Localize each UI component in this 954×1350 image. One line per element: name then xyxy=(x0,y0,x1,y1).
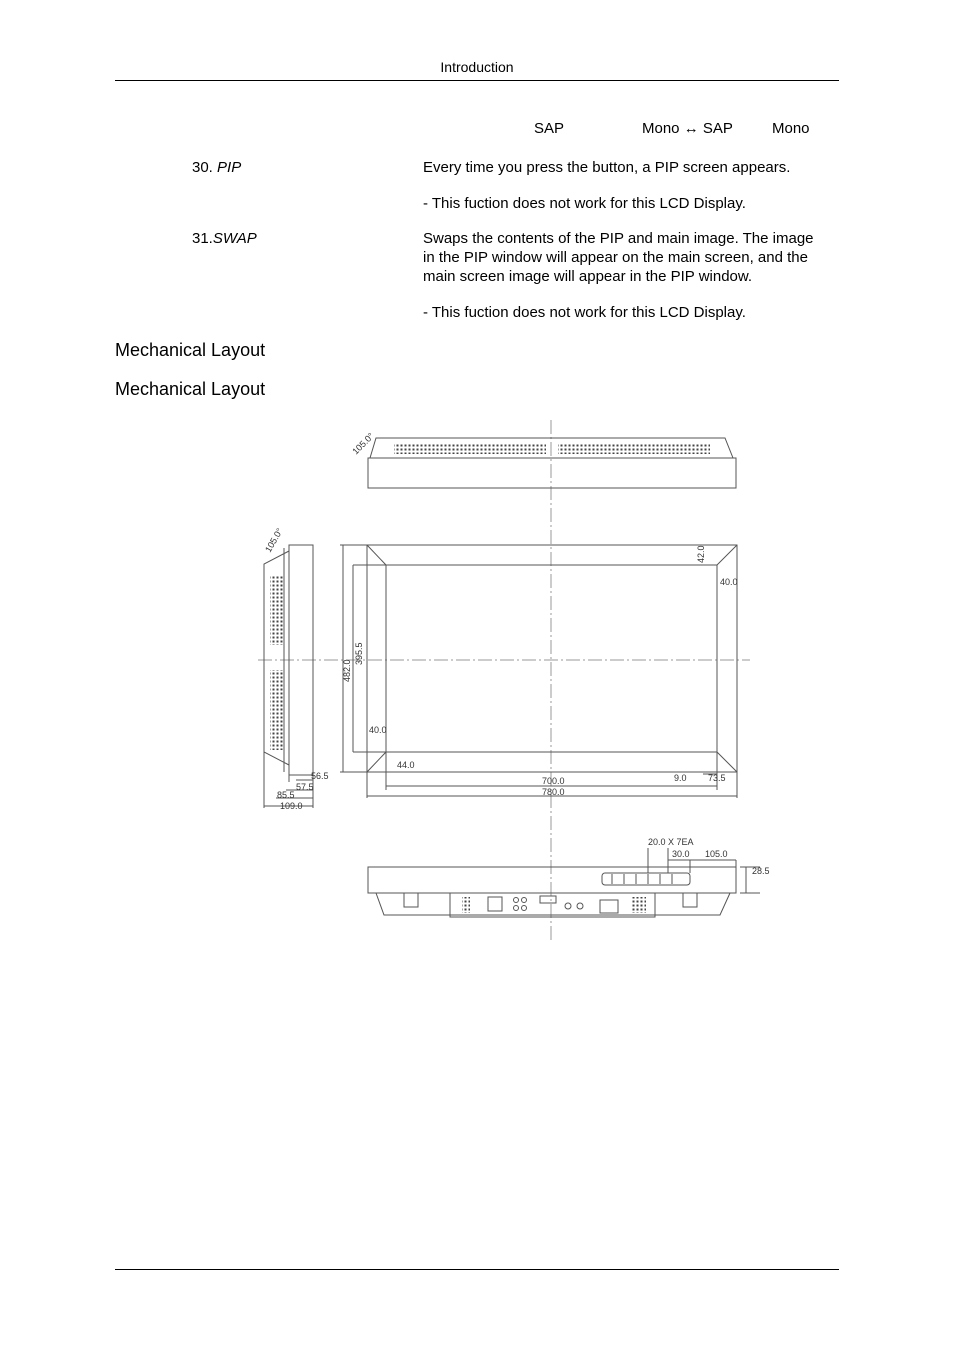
dim-angle-top: 105.0° xyxy=(350,430,376,457)
item-pip-note: - This fuction does not work for this LCD Display. xyxy=(423,195,746,212)
section-subheading: Mechanical Layout xyxy=(115,379,266,399)
desc-line: main screen image will appear in the PIP window. xyxy=(423,268,753,285)
dim-85: 85.5 xyxy=(277,790,295,800)
dim-56: 56.5 xyxy=(311,771,329,781)
dim-780: 780.0 xyxy=(542,787,565,797)
dim-700: 700.0 xyxy=(542,776,565,786)
dim-30: 30.0 xyxy=(672,849,690,859)
dim-9: 9.0 xyxy=(674,773,687,783)
item-number: 31. xyxy=(192,230,213,247)
dim-482: 482.0 xyxy=(342,659,352,682)
sound-mode-sap: SAP xyxy=(534,120,565,137)
page-header-title: Introduction xyxy=(440,59,514,75)
dim-20x7: 20.0 X 7EA xyxy=(648,837,694,847)
item-swap-note: - This fuction does not work for this LCD Display. xyxy=(423,304,746,321)
dim-42: 42.0 xyxy=(696,545,706,563)
dim-105: 105.0 xyxy=(705,849,728,859)
dim-57: 57.5 xyxy=(296,782,314,792)
item-pip-desc: Every time you press the button, a PIP screen appears. xyxy=(423,159,791,176)
top-view xyxy=(368,438,736,488)
bottom-view xyxy=(368,848,760,917)
sound-mode-mono: Mono xyxy=(772,120,810,137)
sound-mode-mono-sap: Mono ↔ SAP xyxy=(642,120,733,137)
dim-109: 109.0 xyxy=(280,801,303,811)
section-heading: Mechanical Layout xyxy=(115,340,266,360)
side-view xyxy=(264,545,313,808)
dim-40-right: 40.0 xyxy=(720,577,738,587)
dim-28: 28.5 xyxy=(752,866,770,876)
dim-44: 44.0 xyxy=(397,760,415,770)
dim-73: 73.5 xyxy=(708,773,726,783)
item-name: SWAP xyxy=(212,230,257,247)
item-name: PIP xyxy=(217,159,242,176)
desc-line: in the PIP window will appear on the main screen, and the xyxy=(423,249,808,266)
dim-395: 395.5 xyxy=(354,642,364,665)
dim-40-left: 40.0 xyxy=(369,725,387,735)
dim-angle-side: 105.0° xyxy=(263,526,285,554)
desc-line: Swaps the contents of the PIP and main image. The image xyxy=(423,230,814,247)
item-number: 30. xyxy=(192,159,213,176)
footer-rule xyxy=(115,1269,839,1270)
